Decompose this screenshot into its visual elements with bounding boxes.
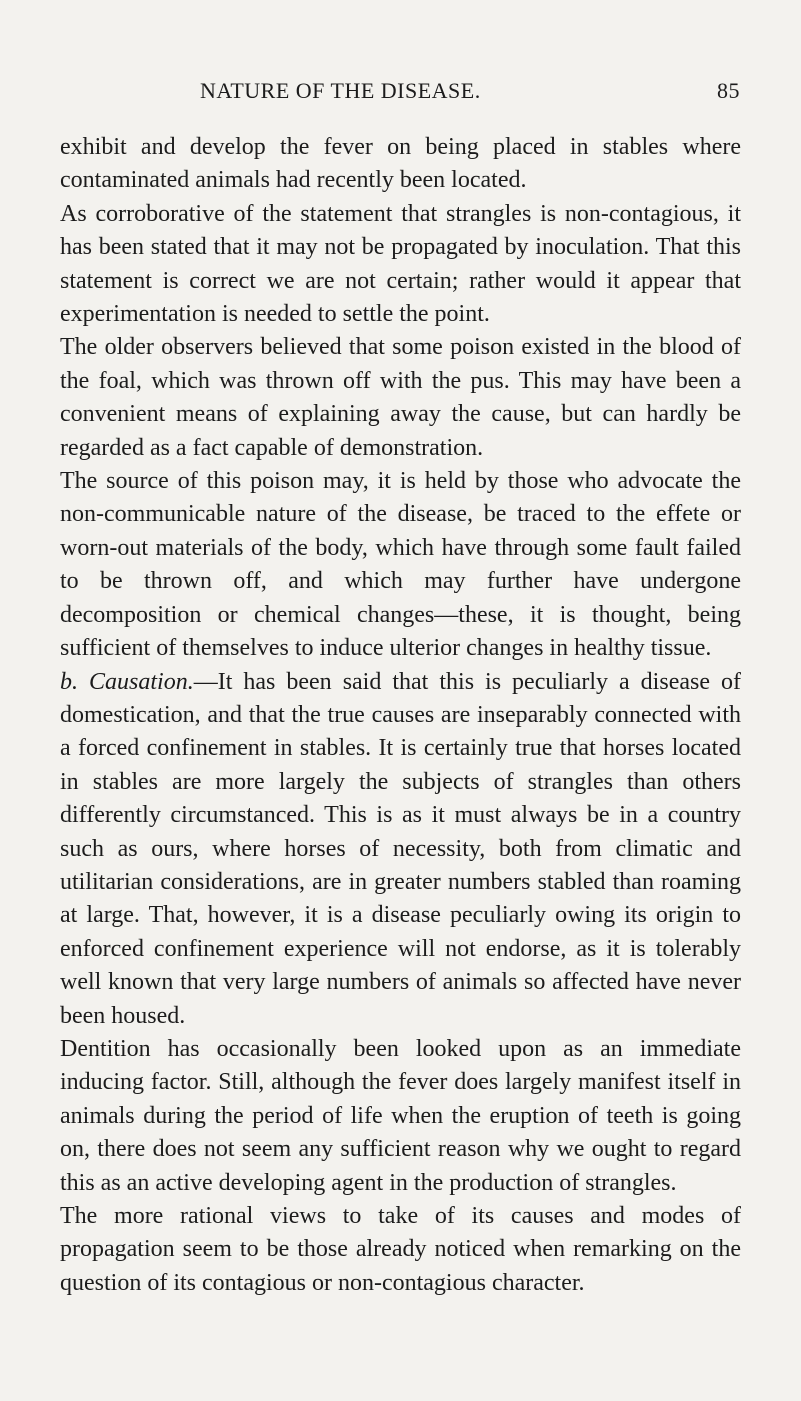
paragraph-5 bbox=[60, 666, 741, 1033]
paragraph-4: The source of this poison may, it is held by those who advocate the non-communicable nature of the disease, be traced to the effete or worn-out materials of the body, which have through some fault failed to be thrown off, and which may further have undergone decomposition or chemical changes—these, it is thought, being sufficient of themselves to induce ulterior changes in healthy tissue. bbox=[60, 468, 741, 662]
paragraph-7: The more rational views to take of its causes and modes of propagation seem to be those already noticed when remarking on the question of its contagious or non-contagious character. bbox=[60, 1203, 741, 1296]
paragraph-5-text: —It has been said that this is peculiarly a disease of domestication, and that the true causes are inseparably connected with a forced confinement in stables. It is certainly true that horses located in stables are more largely the subjects of strangles than others differently circumstanced. This is as it must always be in a country such as ours, where horses of necessity, both from climatic and utilitarian considerations, are in greater numbers stabled than roaming at large. That, however, it is a disease peculiarly owing its origin to enforced confinement experience will not endorse, as it is tolerably well known that very large numbers of animals so affected have never been housed. bbox=[60, 668, 741, 1029]
running-head-title: NATURE OF THE DISEASE. bbox=[200, 78, 481, 103]
paragraph-1: exhibit and develop the fever on being placed in stables where contaminated animals had recently been located. bbox=[60, 134, 741, 194]
paragraph-3: The older observers believed that some poison existed in the blood of the foal, which was thrown off with the pus. This may have been a convenient means of explaining away the cause, but can hardly be regarded as a fact capable of demonstration. bbox=[60, 334, 741, 461]
section-heading-causation: b. Causation. bbox=[60, 668, 194, 695]
paragraph-6: Dentition has occasionally been looked upon as an immediate inducing factor. Still, although the fever does largely manifest itself in animals during the period of life when the eruption of teeth is going on, there does not seem any sufficient reason why we ought to regard this as an active developing agent in the production of strangles. bbox=[60, 1035, 741, 1196]
page-number: 85 bbox=[717, 78, 740, 103]
paragraph-2: As corroborative of the statement that strangles is non-contagious, it has been stated that it may not be propagated by inoculation. That this statement is correct we are not certain; rather would it appear that experimentation is needed to settle the point. bbox=[60, 200, 741, 328]
body-text bbox=[60, 131, 741, 1300]
running-head bbox=[200, 78, 740, 106]
